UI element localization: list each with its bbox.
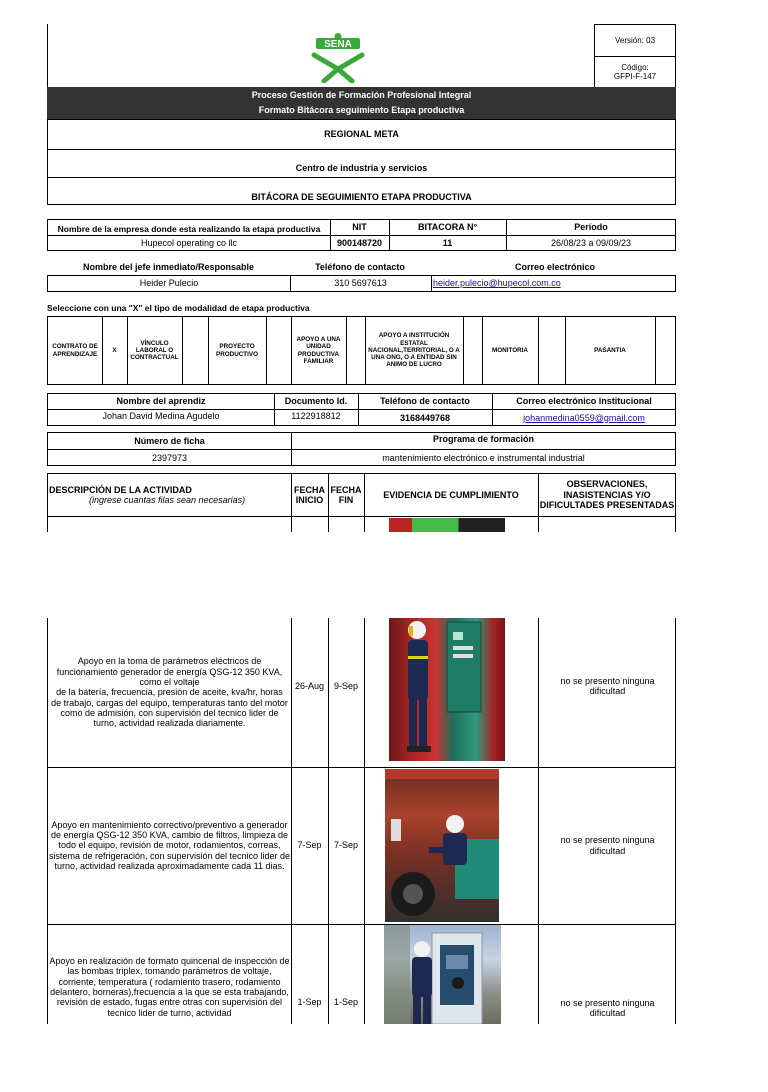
sena-logo	[310, 33, 366, 83]
modality-aprendizaje-mark[interactable]: X	[112, 346, 117, 354]
company-nit: 900148720	[336, 237, 383, 248]
apprentice-phone: 3168449768	[399, 412, 451, 423]
boss-email-wrap	[431, 275, 601, 291]
apprentice-email-wrap	[492, 410, 676, 426]
code-value: GFPI-F-147	[613, 72, 657, 81]
company-period: 26/08/23 a 09/09/23	[550, 237, 632, 248]
company-nit-header: NIT	[352, 221, 367, 232]
regional-title: REGIONAL META	[324, 129, 399, 140]
ficha-header: Número de ficha	[134, 435, 205, 446]
activity-desc: Apoyo en realización de formato quincenal de inspección de las bombas triplex, tomando parámetros de voltaje, corriente, temperatura ( rodamiento trasero, rodamiento delantero, borneras),frecuencia a la que se esta trabajando, revisión de estado, fugas entre otras con supervisión del tecnico lider de turno, actividad	[49, 956, 290, 1018]
evidence-photo-maintenance	[385, 769, 499, 922]
activity-desc-header-sub: (ingrese cuantas filas sean necesarias)	[89, 495, 246, 505]
activity-start-date: 1-Sep	[297, 996, 322, 1007]
apprentice-email-header: Correo electrónico institucional	[516, 395, 652, 406]
center-title: Centro de industria y servicios	[295, 163, 428, 174]
modality-option-aprendizaje: CONTRATO DE APRENDIZAJE	[52, 343, 98, 358]
company-name-header: Nombre de la empresa donde esta realizando la etapa productiva	[57, 224, 321, 235]
activity-evidence-header: EVIDENCIA DE CUMPLIMIENTO	[383, 489, 519, 500]
modality-option-proyecto: PROYECTO PRODUCTIVO	[216, 343, 258, 358]
modality-option-institucion: APOYO A INSTITUCIÓN ESTATAL NACIONAL,TERRITORIAL, O A UNA ONG, O A ENTIDAD SIN ANIMO DE LUCRO	[368, 332, 460, 369]
apprentice-phone-header: Teléfono de contacto	[380, 395, 470, 406]
activity-end-header: FECHA FIN	[330, 484, 362, 505]
activity-start-date: 7-Sep	[297, 840, 322, 851]
activity-desc: Apoyo en mantenimiento correctivo/preventivo a generador de energía QSG-12 350 KVA, cambio de filtros, limpieza de todo el equipo, revisión de motor, rodamientos, correas, sistema de refrigeración, con supervisión del tecnico lider de turno, actividad realizada aproximadamente cada 11 dias.	[48, 819, 291, 872]
code-label	[594, 58, 676, 86]
rows-col-4	[538, 618, 539, 1024]
apprentice-doc: 1122918812	[291, 410, 341, 421]
boss-name-header: Nombre del jefe inmediato/Responsable	[82, 261, 255, 272]
evidence-photo-triplex	[384, 925, 501, 1024]
activity-observation: no se presento ninguna dificultad	[560, 835, 655, 856]
apprentice-name: Johan David Medina Agudelo	[102, 410, 220, 421]
boss-email-header: Correo electrónico	[514, 261, 596, 272]
activity-end-date: 9-Sep	[333, 680, 359, 691]
activity-end-date: 1-Sep	[333, 996, 359, 1007]
evidence-photo-preview	[389, 518, 505, 532]
activity-obs-header: OBSERVACIONES, INASISTENCIAS Y/O DIFICULTADES PRESENTADAS	[539, 479, 675, 511]
modality-option-monitoria: MONITORIA	[492, 346, 528, 354]
program-header: Programa de formación	[432, 433, 535, 444]
modality-institucion-mark[interactable]	[463, 316, 482, 385]
apprentice-doc-header: Documento Id.	[284, 395, 348, 406]
activity-observation: no se presento ninguna dificultad	[560, 675, 655, 696]
company-bitacora-number: 11	[442, 237, 453, 248]
modality-proyecto-mark[interactable]	[266, 316, 291, 385]
modality-monitoria-mark[interactable]	[538, 316, 565, 385]
activity-end-date: 7-Sep	[333, 840, 359, 851]
boss-phone: 310 5697613	[334, 277, 387, 288]
modality-unidad-familiar-mark[interactable]	[346, 316, 365, 385]
activity-start-date: 26-Aug	[294, 680, 325, 691]
code-label-title: Código:	[621, 62, 649, 72]
evidence-photo-generator	[389, 618, 505, 761]
modality-pasantia-mark[interactable]	[655, 316, 676, 385]
modality-prompt: Seleccione con una "X" el tipo de modalidad de etapa productiva	[47, 303, 310, 314]
sena-logo-text: SENA	[324, 39, 352, 50]
apprentice-email-link[interactable]: johanmedina0559@gmail.com	[523, 412, 645, 423]
process-title: Proceso Gestión de Formación Profesional Integral	[251, 89, 472, 100]
company-name: Hupecol operating co llc	[140, 237, 238, 248]
modality-option-unidad-familiar: APOYO A UNA UNIDAD PRODUCTIVA FAMILIAR	[296, 336, 341, 365]
rows-col-3	[364, 618, 365, 1024]
boss-phone-header: Teléfono de contacto	[315, 261, 405, 272]
bitacora-title: BITÁCORA DE SEGUIMIENTO ETAPA PRODUCTIVA	[251, 191, 472, 202]
company-period-header: Período	[574, 221, 608, 232]
activity-desc: Apoyo en la toma de parámetros eléctricos de funcionamiento generador de energía QSG-12 350 KVA, como el voltaje de la batería, frecuencia, presión de aceite, kva/hr, horas de trabajo, cargas del equipo, temperaturas tanto del motor como de admisión, con supervisión del tecnico lider de turno, actividad realizada diariamente.	[51, 656, 288, 729]
boss-name: Heider Pulecio	[139, 277, 199, 288]
version-label: Versión: 03	[614, 35, 656, 45]
company-bitacora-header: BITACORA N°	[417, 221, 478, 232]
apprentice-name-header: Nombre del aprendiz	[116, 395, 206, 406]
ficha-number: 2397973	[151, 452, 188, 463]
rows-right-edge	[675, 618, 676, 1024]
modality-option-pasantia: PASANTIA	[594, 346, 626, 354]
act-left-edge	[47, 473, 48, 532]
modality-option-vinculo: VÍNCULO LABORAL O CONTRACTUAL	[130, 339, 179, 362]
activity-observation: no se presento ninguna dificultad	[560, 997, 655, 1018]
program-name: mantenimiento electrónico e instrumental industrial	[382, 452, 585, 463]
activity-desc-header	[49, 473, 291, 517]
boss-email-link[interactable]: heider.pulecio@hupecol.com.co	[433, 277, 561, 288]
activity-start-header: FECHA INICIO	[294, 484, 325, 505]
modality-vinculo-mark[interactable]	[182, 316, 208, 385]
format-title: Formato Bitácora seguimiento Etapa productiva	[258, 104, 465, 115]
activity-desc-header-title: DESCRIPCIÓN DE LA ACTIVIDAD	[49, 484, 192, 495]
